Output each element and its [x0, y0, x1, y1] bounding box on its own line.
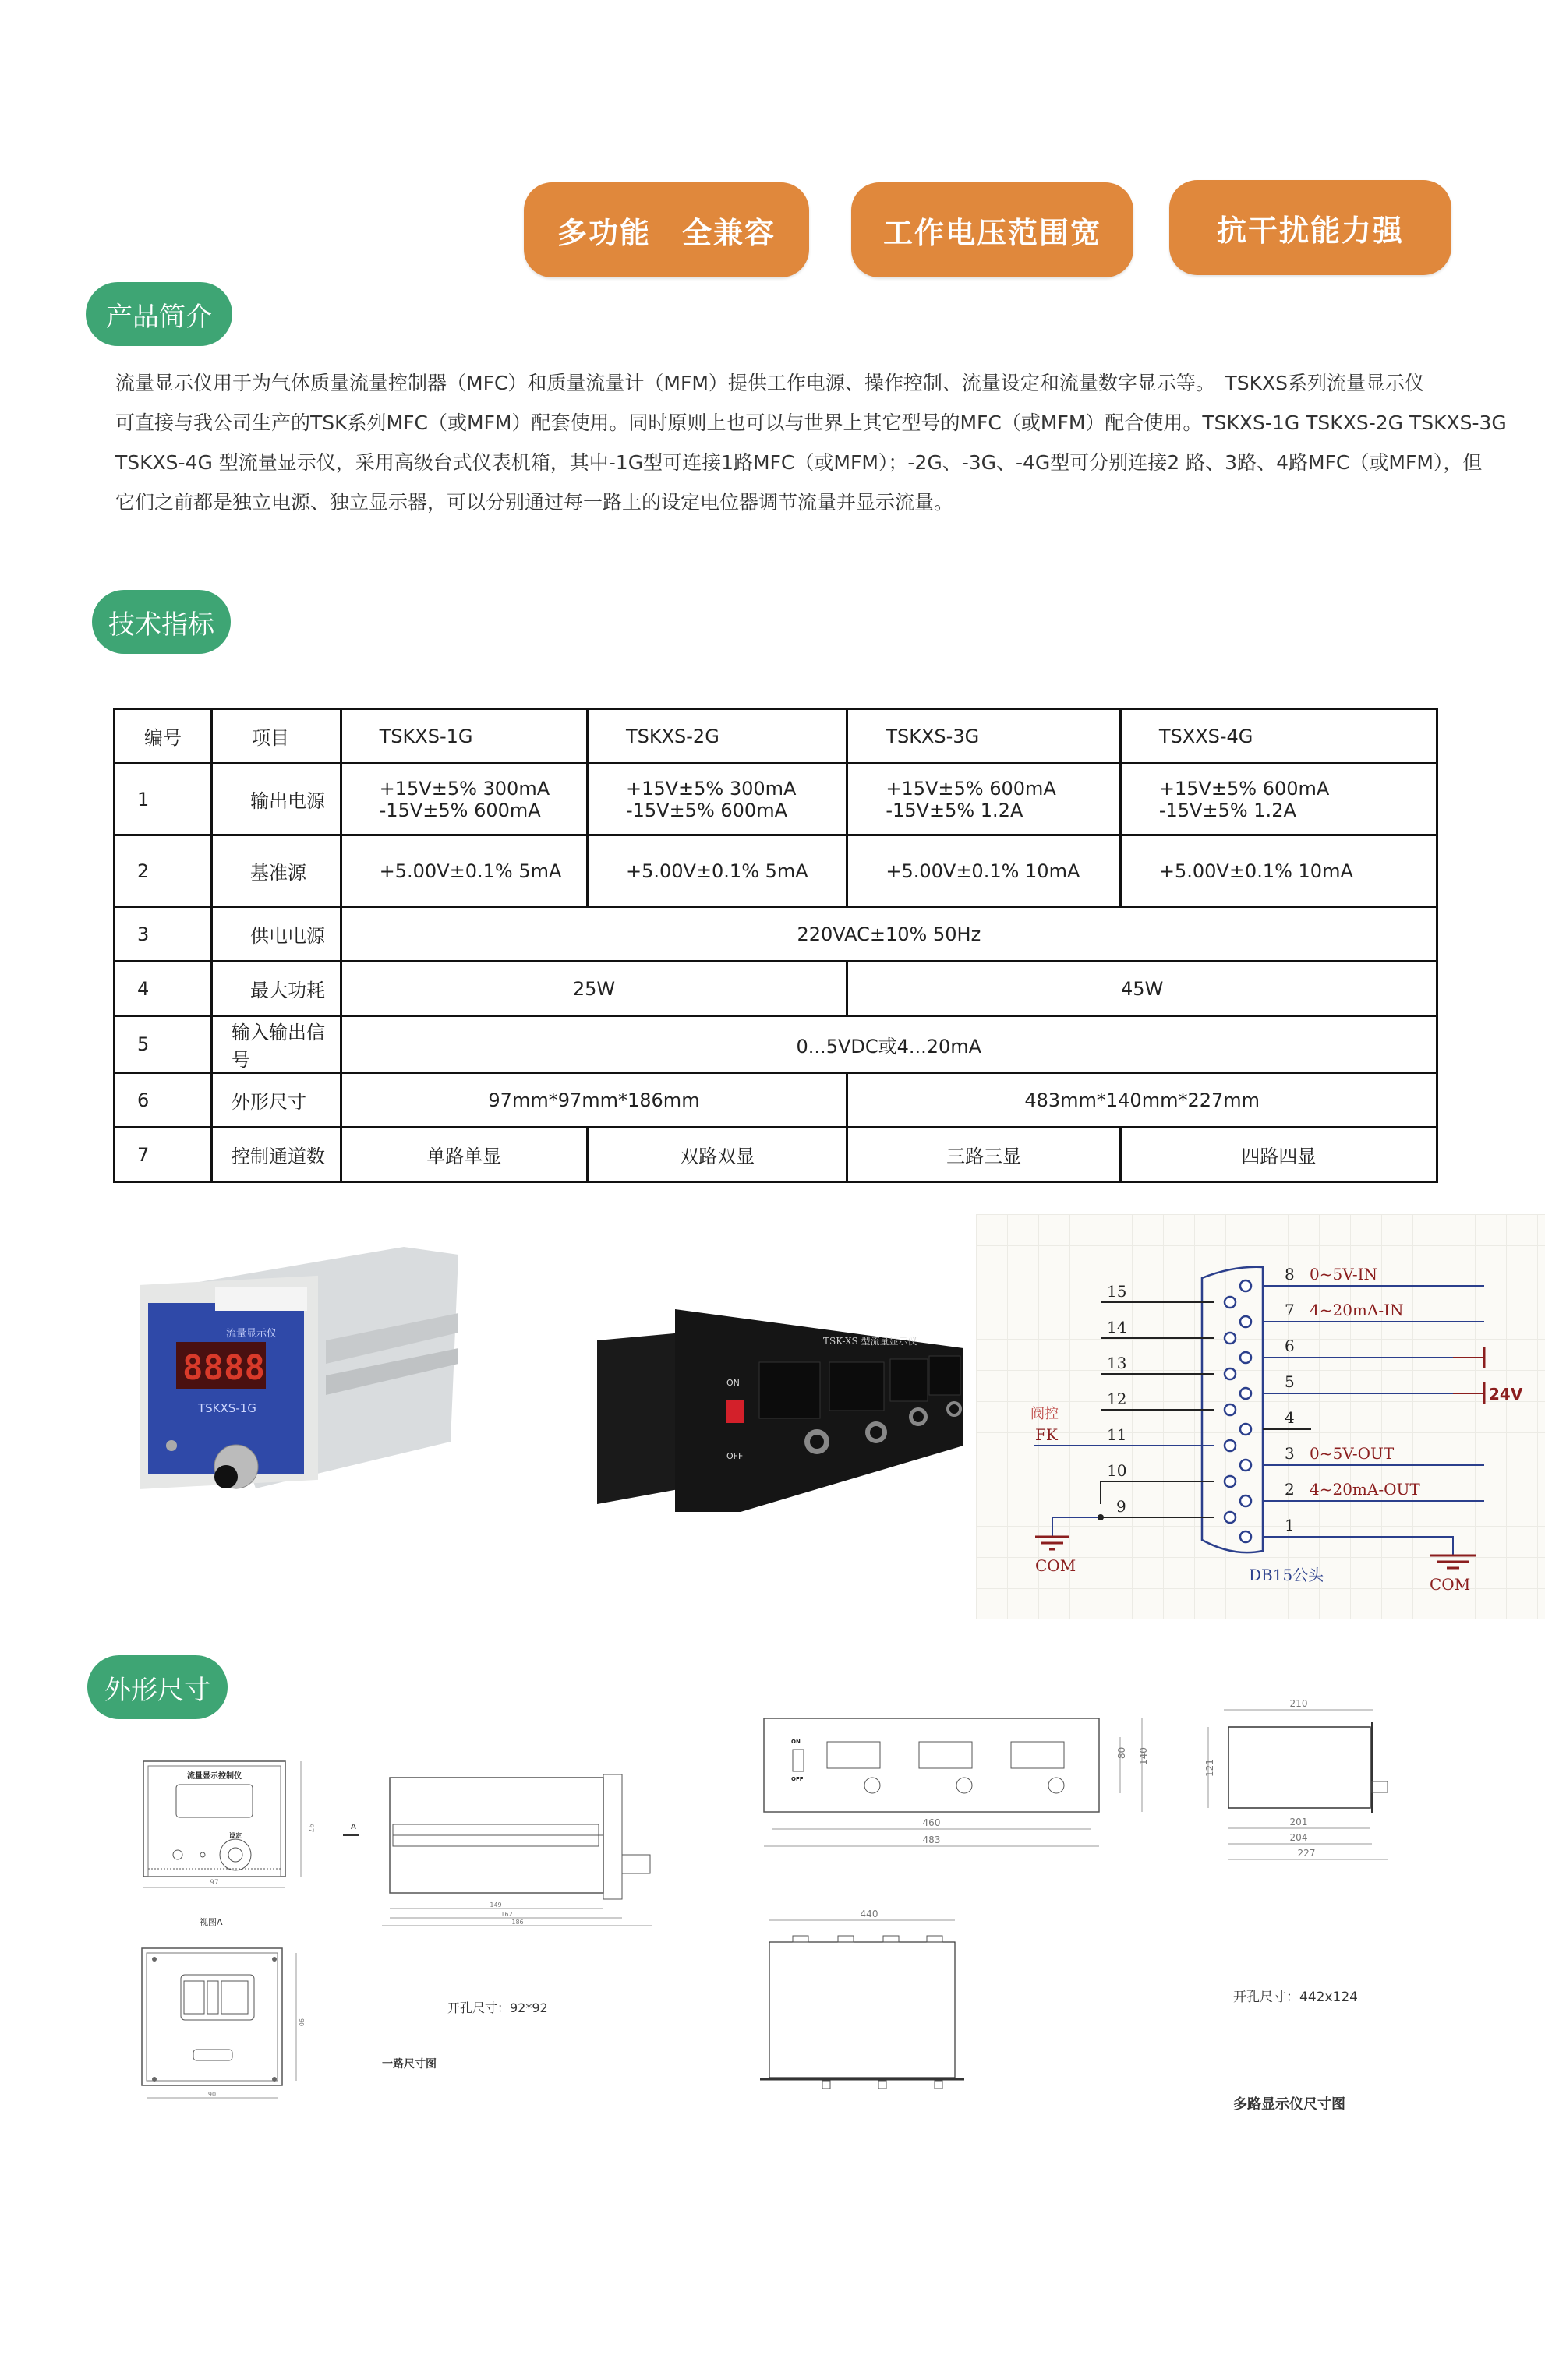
table-cell: +5.00V±0.1% 10mA: [1120, 835, 1437, 907]
svg-text:14: 14: [1107, 1318, 1127, 1337]
row-item: 最大功耗: [212, 962, 341, 1016]
section-header-intro: [86, 282, 232, 346]
table-row: [115, 764, 1437, 835]
intro-line: 它们之前都是独立电源、独立显示器，可以分别通过每一路上的设定电位器调节流量并显示流量。: [115, 491, 954, 514]
svg-text:5: 5: [1285, 1372, 1295, 1391]
svg-text:2: 2: [1285, 1480, 1295, 1499]
table-cell: 483mm*140mm*227mm: [847, 1073, 1437, 1128]
toggle-switch: [166, 1440, 177, 1451]
label-sticker: [215, 1287, 307, 1311]
header-cell: TSKXS-1G: [341, 709, 587, 764]
multi-dimension-caption: 多路显示仪尺寸图: [1233, 2096, 1345, 2113]
drawing-multi-side-view: [1200, 1691, 1426, 1863]
svg-text:210: 210: [1289, 1698, 1308, 1709]
svg-text:COM: COM: [1430, 1575, 1471, 1594]
svg-text:24V: 24V: [1489, 1385, 1523, 1404]
svg-text:15: 15: [1107, 1282, 1127, 1301]
svg-text:12: 12: [1107, 1390, 1127, 1408]
feature-pill-multifunction: [524, 182, 809, 277]
svg-text:4~20mA-OUT: 4~20mA-OUT: [1310, 1480, 1420, 1499]
header-cell: 项目: [212, 709, 341, 764]
table-cell: +15V±5% 600mA -15V±5% 1.2A: [847, 764, 1121, 835]
row-item: 外形尺寸: [212, 1073, 341, 1128]
svg-text:阀控: 阀控: [1030, 1406, 1059, 1422]
svg-text:204: 204: [1289, 1832, 1308, 1843]
svg-text:7: 7: [1285, 1301, 1295, 1319]
svg-text:ON: ON: [726, 1378, 740, 1388]
svg-text:483: 483: [922, 1834, 941, 1845]
svg-text:OFF: OFF: [726, 1451, 744, 1461]
power-switch: [726, 1400, 744, 1423]
svg-text:97: 97: [306, 1824, 314, 1833]
table-row: [115, 1073, 1437, 1128]
table-cell: +15V±5% 300mA -15V±5% 600mA: [341, 764, 587, 835]
svg-text:4~20mA-IN: 4~20mA-IN: [1310, 1301, 1404, 1319]
intro-line: TSKXS-4G 型流量显示仪，采用高级台式仪表机箱，其中-1G型可连接1路MFC（或MFM）；-2G、-3G、-4G型可分别连接2 路、3路、4路MFC（或MFM），但: [115, 451, 1483, 474]
section-title: 技术指标: [108, 609, 214, 641]
row-number: 3: [115, 907, 212, 962]
table-row: [115, 835, 1437, 907]
svg-text:227: 227: [1297, 1848, 1316, 1859]
svg-text:ON: ON: [791, 1739, 801, 1745]
feature-pill-anti-interference: [1169, 180, 1451, 275]
table-header-row: [115, 709, 1437, 764]
svg-text:8: 8: [1285, 1265, 1295, 1284]
table-cell: +15V±5% 300mA -15V±5% 600mA: [587, 764, 847, 835]
table-row: [115, 1128, 1437, 1182]
intro-paragraph: [115, 363, 1507, 522]
table-cell: +5.00V±0.1% 5mA: [341, 835, 587, 907]
row-number: 7: [115, 1128, 212, 1182]
table-cell: 97mm*97mm*186mm: [341, 1073, 847, 1128]
svg-text:90: 90: [298, 2018, 305, 2027]
intro-line: 流量显示仪用于为气体质量流量控制器（MFC）和质量流量计（MFM）提供工作电源、操作控制、流量设定和流量数字显示等。 TSKXS系列流量显示仪: [115, 372, 1424, 394]
left-pins: [1030, 1282, 1236, 1575]
svg-text:0~5V-IN: 0~5V-IN: [1310, 1265, 1377, 1284]
product-photo-rack: [589, 1278, 979, 1512]
table-cell: 25W: [341, 962, 847, 1016]
svg-text:OFF: OFF: [791, 1776, 804, 1782]
table-cell: 四路四显: [1120, 1128, 1437, 1182]
table-row: [115, 907, 1437, 962]
row-number: 2: [115, 835, 212, 907]
row-number: 1: [115, 764, 212, 835]
svg-text:8888: 8888: [182, 1348, 265, 1388]
table-cell: 双路双显: [587, 1128, 847, 1182]
svg-text:TSKXS-1G: TSKXS-1G: [198, 1401, 256, 1415]
svg-text:1: 1: [1285, 1516, 1295, 1534]
svg-text:流量显示仪: 流量显示仪: [226, 1328, 278, 1340]
svg-text:A: A: [351, 1823, 356, 1831]
drawing-single-back-view: [133, 1940, 312, 2104]
row-number: 6: [115, 1073, 212, 1128]
section-title: 外形尺寸: [104, 1674, 210, 1706]
svg-text:201: 201: [1289, 1817, 1308, 1827]
spec-table: [113, 708, 1438, 1183]
table-row: [115, 962, 1437, 1016]
right-pins: [1240, 1265, 1523, 1594]
svg-text:10: 10: [1107, 1461, 1127, 1480]
table-cell: 单路单显: [341, 1128, 587, 1182]
svg-text:TSK-XS 型流量显示仪: TSK-XS 型流量显示仪: [823, 1336, 917, 1347]
feature-label: 工作电压范围宽: [882, 215, 1101, 250]
svg-text:13: 13: [1107, 1354, 1127, 1372]
drawing-single-side-view: [343, 1757, 686, 1929]
header-cell: TSKXS-2G: [587, 709, 847, 764]
product-photo-single-channel: [123, 1239, 466, 1496]
row-item: 输出电源: [212, 764, 341, 835]
single-dimension-caption: 一路尺寸图: [382, 2058, 437, 2071]
svg-text:0~5V-OUT: 0~5V-OUT: [1310, 1444, 1395, 1463]
row-item: 供电电源: [212, 907, 341, 962]
db15-wiring-schematic: [976, 1214, 1545, 1619]
svg-text:4: 4: [1285, 1408, 1295, 1427]
drawing-multi-top-view: [760, 1902, 986, 2089]
connector-label: DB15公头: [1249, 1566, 1324, 1584]
svg-text:460: 460: [922, 1817, 941, 1828]
row-item: 控制通道数: [212, 1128, 341, 1182]
drawing-single-front-view: [133, 1753, 327, 1902]
view-a-caption: 视图A: [200, 1917, 223, 1927]
single-cutout-size: 开孔尺寸：92*92: [447, 2000, 548, 2015]
svg-text:FK: FK: [1035, 1425, 1058, 1444]
header-cell: TSKXS-3G: [847, 709, 1121, 764]
svg-text:440: 440: [860, 1909, 878, 1919]
feature-label: 抗干扰能力强: [1216, 213, 1404, 248]
row-number: 5: [115, 1016, 212, 1073]
row-item: 基准源: [212, 835, 341, 907]
table-cell: 45W: [847, 962, 1437, 1016]
table-row: [115, 1016, 1437, 1073]
svg-text:11: 11: [1107, 1425, 1127, 1444]
table-cell: 0...5VDC或4...20mA: [341, 1016, 1437, 1073]
drawing-multi-front-view: [760, 1711, 1165, 1859]
svg-text:9: 9: [1116, 1497, 1126, 1516]
multi-cutout-size: 开孔尺寸：442x124: [1233, 1990, 1358, 2005]
svg-text:97: 97: [210, 1879, 219, 1887]
svg-text:121: 121: [1204, 1759, 1215, 1777]
svg-text:3: 3: [1285, 1444, 1295, 1463]
feature-pill-voltage-range: [851, 182, 1133, 277]
header-cell: 编号: [115, 709, 212, 764]
svg-text:COM: COM: [1035, 1556, 1076, 1575]
section-title: 产品简介: [106, 301, 212, 333]
section-header-specs: [92, 590, 231, 654]
row-item: 输入输出信号: [212, 1016, 341, 1073]
svg-text:90: 90: [207, 2091, 217, 2098]
table-cell: 三路三显: [847, 1128, 1121, 1182]
svg-text:80: 80: [1116, 1746, 1127, 1759]
table-cell: +15V±5% 600mA -15V±5% 1.2A: [1120, 764, 1437, 835]
table-cell: 220VAC±10% 50Hz: [341, 907, 1437, 962]
row-number: 4: [115, 962, 212, 1016]
svg-text:149: 149: [490, 1902, 502, 1909]
header-cell: TSXXS-4G: [1120, 709, 1437, 764]
intro-line: 可直接与我公司生产的TSK系列MFC（或MFM）配套使用。同时原则上也可以与世界上其它型号的MFC（或MFM）配合使用。TSKXS-1G TSKXS-2G TSKXS-3G: [115, 411, 1507, 434]
section-header-dimensions: [87, 1655, 228, 1719]
table-cell: +5.00V±0.1% 5mA: [587, 835, 847, 907]
feature-label: 多功能 全兼容: [557, 215, 776, 250]
svg-text:设定: 设定: [229, 1832, 242, 1839]
svg-text:186: 186: [511, 1919, 524, 1926]
svg-text:6: 6: [1285, 1337, 1295, 1355]
svg-text:140: 140: [1138, 1747, 1149, 1765]
svg-text:流量显示控制仪: 流量显示控制仪: [187, 1772, 242, 1781]
table-cell: +5.00V±0.1% 10mA: [847, 835, 1121, 907]
svg-text:162: 162: [500, 1911, 513, 1918]
